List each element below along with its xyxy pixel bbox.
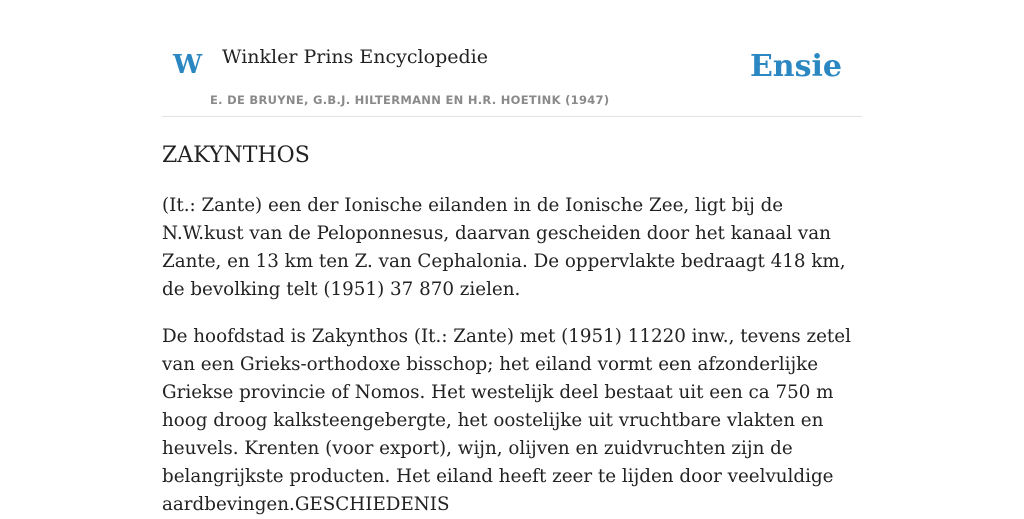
publication-title[interactable]: Winkler Prins Encyclopedie bbox=[222, 46, 488, 68]
article-paragraph: De hoofdstad is Zakynthos (It.: Zante) met (1951) 11220 inw., tevens zetel van een Grieks-orthodoxe bisschop; het eiland vormt een afzonderlijke Griekse provincie of Nomos. Het westelijk deel bestaat uit een ca 750 m hoog droog kalksteengebergte, het oostelijke uit vruchtbare vlakten en heuvels. Krenten (voor export), wijn, olijven en zuidvruchten zijn de belangrijkste producten. Het eiland heeft zeer te lijden door veelvuldige aardbevingen.GESCHIEDENIS bbox=[162, 326, 851, 516]
article-paragraph: (It.: Zante) een der Ionische eilanden in de Ionische Zee, ligt bij de N.W.kust van de Peloponnesus, daarvan gescheiden door het kanaal van Zante, en 13 km ten Z. van Cephalonia. De oppervlakte bedraagt 418 km, de bevolking telt (1951) 37 870 zielen. bbox=[162, 195, 846, 301]
page bbox=[162, 0, 862, 519]
winkler-prins-logo[interactable]: W bbox=[173, 50, 203, 80]
publication-authors: E. DE BRUYNE, G.B.J. HILTERMANN EN H.R. HOETINK (1947) bbox=[210, 93, 610, 107]
encyclopedia-header bbox=[162, 0, 862, 117]
ensie-logo[interactable]: Ensie bbox=[749, 49, 842, 84]
article-title: ZAKYNTHOS bbox=[162, 143, 310, 168]
